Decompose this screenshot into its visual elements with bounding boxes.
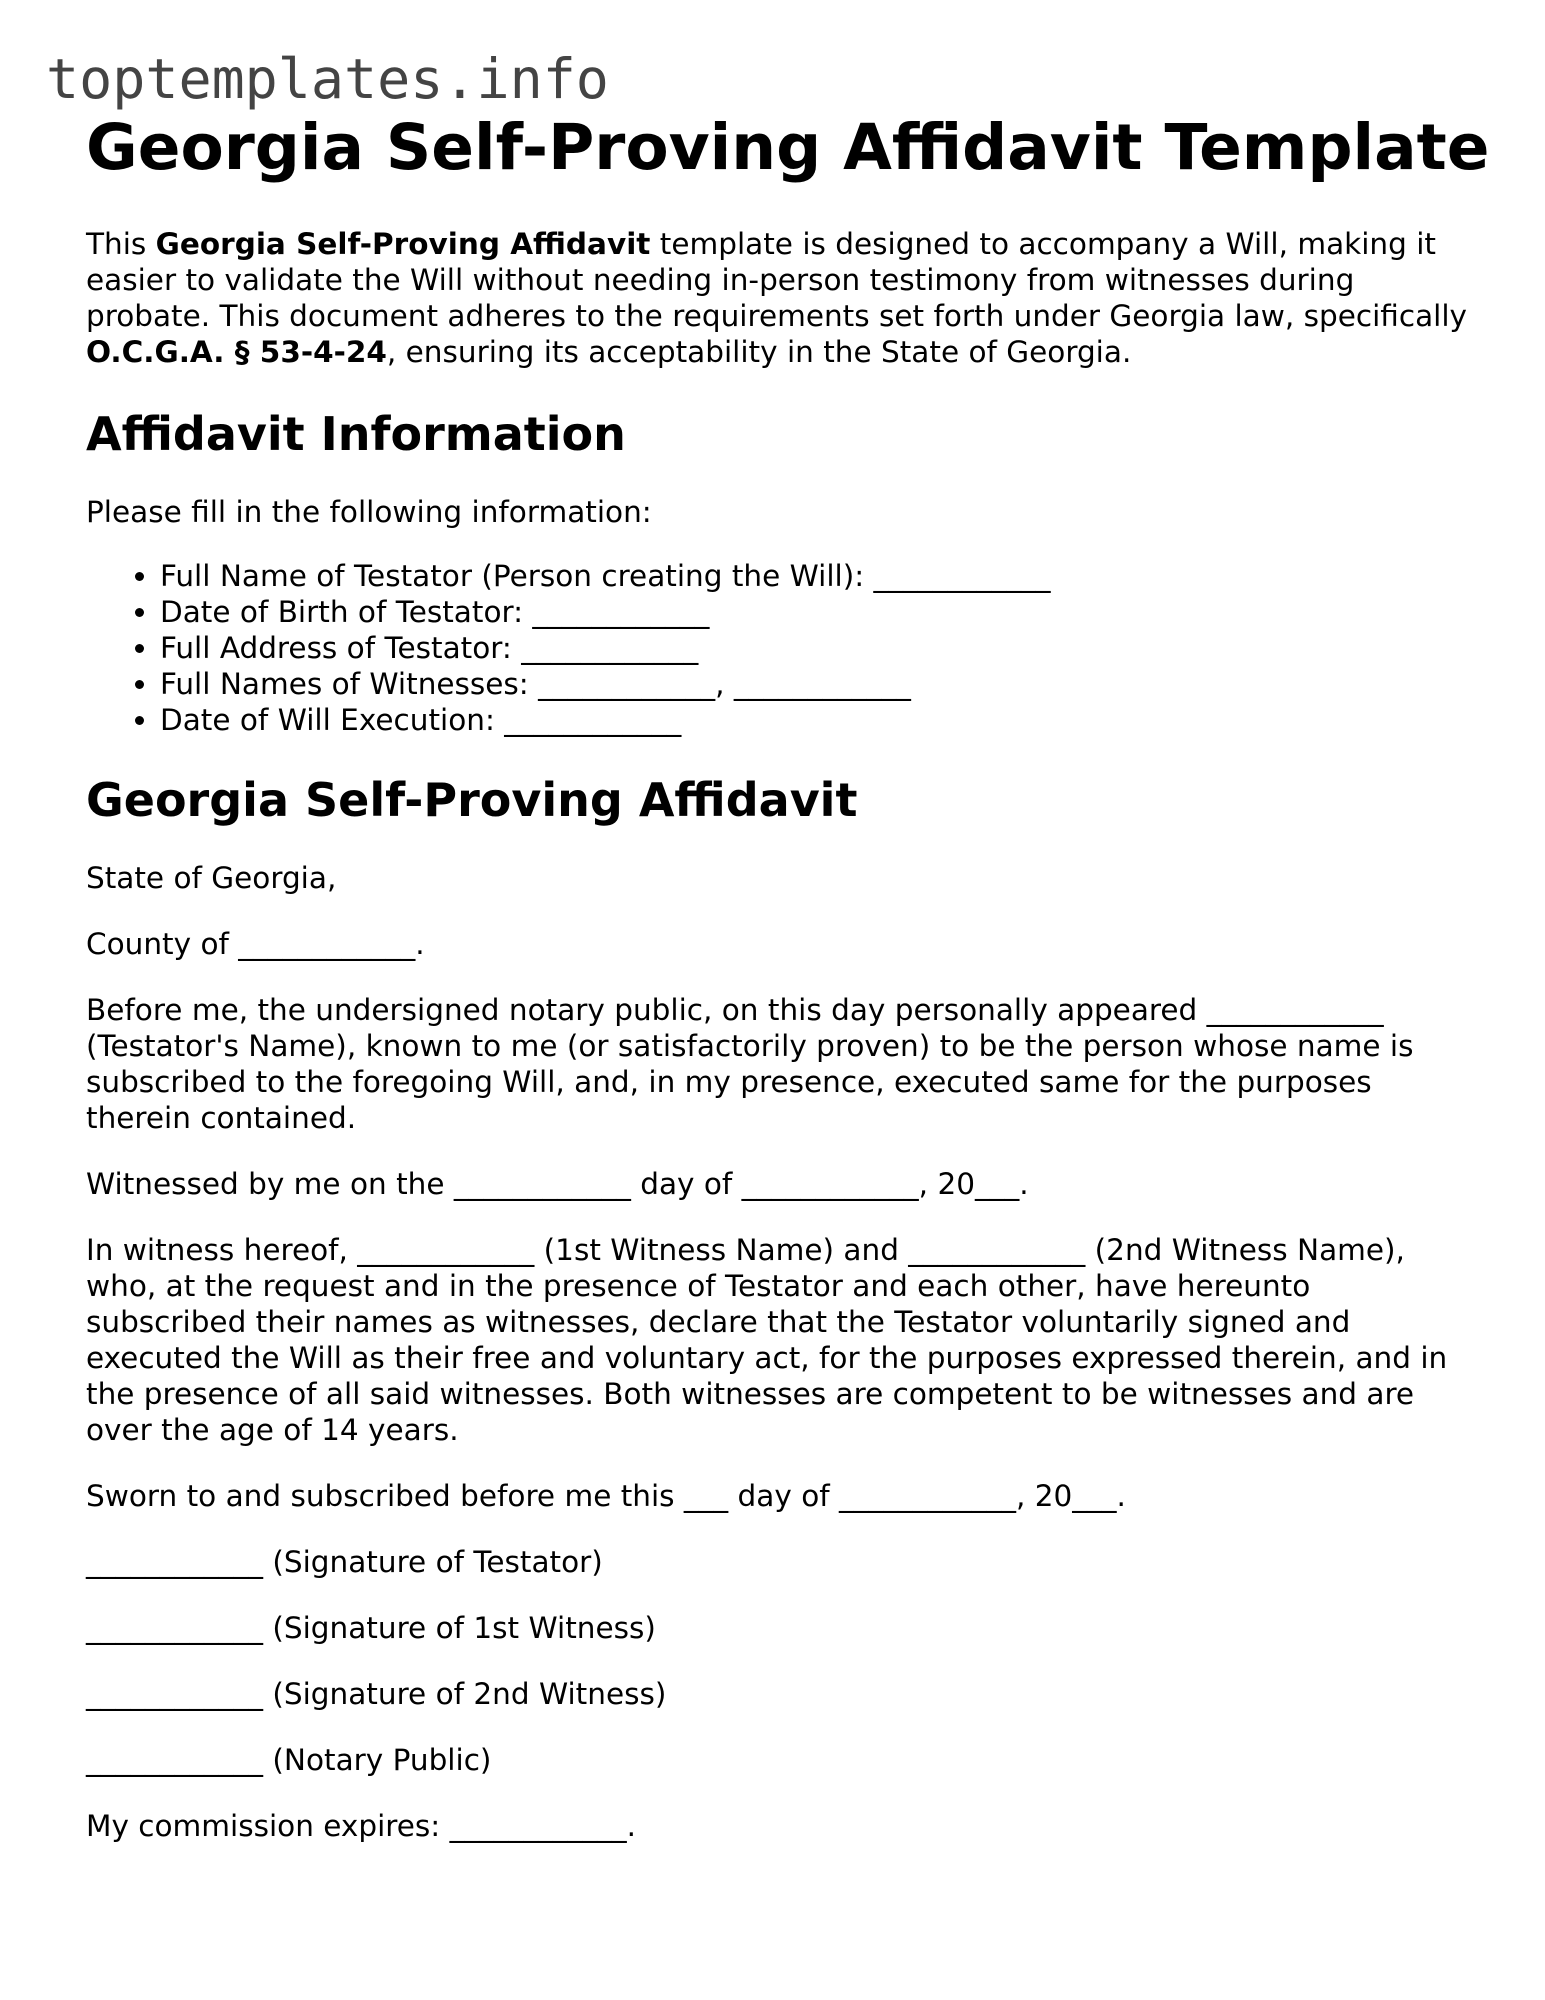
intro-paragraph [86, 226, 1476, 370]
commission-line: My commission expires: ____________. [86, 1809, 636, 1843]
watermark: toptemplates.info [46, 47, 609, 111]
state-line: State of Georgia, [86, 861, 337, 895]
field-witness-names: • Full Names of Witnesses: ____________, ____________ [160, 666, 1476, 702]
before-me-paragraph: Before me, the undersigned notary public, on this day personally appeared ____________ (Testator's Name), known to me (or satisfactorily proven) to be the person whose name is subscribed to the foregoing Will, and, in my presence, executed same for the purposes therein contained. [86, 993, 1414, 1135]
intro-prefix: This [86, 227, 156, 261]
signature-witness-1: ____________ (Signature of 1st Witness) [86, 1611, 656, 1645]
info-prompt: Please fill in the following information: [86, 495, 652, 529]
sworn-line: Sworn to and subscribed before me this ___ day of ____________, 20___. [86, 1479, 1126, 1513]
intro-doc-name: Georgia Self-Proving Affidavit [155, 227, 651, 261]
info-heading: Affidavit Information [86, 407, 626, 461]
intro-suffix: , ensuring its acceptability in the State of Georgia. [386, 335, 1132, 369]
affidavit-heading: Georgia Self-Proving Affidavit [86, 773, 858, 827]
document-page [86, 106, 1490, 1844]
county-line: County of ____________. [86, 927, 425, 961]
field-testator-address: • Full Address of Testator: ____________ [160, 630, 1476, 666]
field-testator-dob: • Date of Birth of Testator: ____________ [160, 594, 1476, 630]
page-title: Georgia Self-Proving Affidavit Template [86, 111, 1490, 184]
field-testator-name: • Full Name of Testator (Person creating the Will): ____________ [160, 558, 1476, 594]
intro-middle: template is designed to accompany a Will, making it easier to validate the Will without needing in-person testimony from witnesses during probate. This document adheres to the requirements set forth under Georgia law, specifically [86, 227, 1468, 333]
field-execution-date: • Date of Will Execution: ____________ [160, 702, 1476, 738]
info-field-list [86, 558, 1476, 738]
witnessed-line: Witnessed by me on the ____________ day of ____________, 20___. [86, 1167, 1029, 1201]
signature-notary: ____________ (Notary Public) [86, 1743, 492, 1777]
signature-witness-2: ____________ (Signature of 2nd Witness) [86, 1677, 667, 1711]
in-witness-paragraph: In witness hereof, ____________ (1st Witness Name) and ____________ (2nd Witness Name), who, at the request and in the presence of Testator and each other, have hereunto subscribed their names as witnesses, declare that the Testator voluntarily signed and executed the Will as their free and voluntary act, for the purposes expressed therein, and in the presence of all said witnesses. Both witnesses are competent to be witnesses and are over the age of 14 years. [86, 1233, 1448, 1447]
intro-statute: O.C.G.A. § 53-4-24 [86, 335, 387, 369]
signature-testator: ____________ (Signature of Testator) [86, 1545, 603, 1579]
